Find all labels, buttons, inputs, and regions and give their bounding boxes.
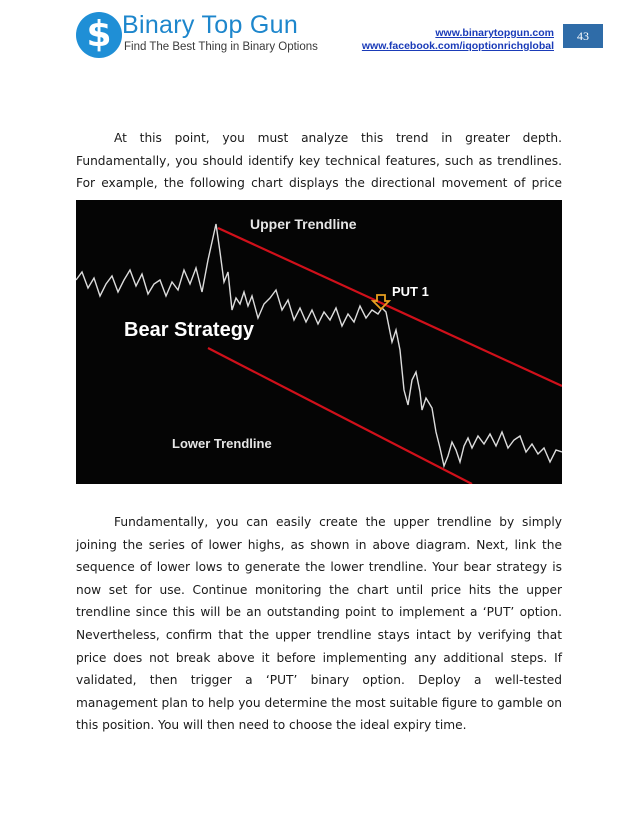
put-label: PUT 1 [392,284,429,299]
dollar-icon: $ [76,12,122,58]
brand-tagline: Find The Best Thing in Binary Options [124,41,318,53]
paragraph-intro-text: At this point, you must analyze this trend in greater depth. Fundamentally, you should identify key technical features, such as trendlines. For example, the following chart displays the directional movement of price [76,131,562,191]
brand-name: Binary Top Gun [122,11,299,39]
trendline-chart-image [76,200,562,484]
lower-trendline-label: Lower Trendline [172,436,272,451]
header-links [362,27,554,53]
paragraph-explanation-text: Fundamentally, you can easily create the upper trendline by simply joining the series of lower highs, as shown in above diagram. Next, link the sequence of lower lows to generate the lower trendline. Your bear strategy is now set for use. Continue monitoring the chart until price hits the upper trendline since this will be an outstanding point to implement a ‘PUT’ option. Nevertheless, confirm that the upper trendline stays intact by verifying that price does not break above it before implementing any additional steps. If validated, then trigger a ‘PUT’ binary option. Deploy a well-tested management plan to help you determine the most suitable figure to gamble on this position. You will then need to choose the ideal expiry time. [76,515,562,733]
bear-strategy-label: Bear Strategy [124,319,255,341]
trendline-chart-svg [76,200,562,484]
paragraph-explanation [76,511,562,737]
lower-trendline [208,348,472,484]
brand-logo [76,10,318,60]
website-link[interactable]: www.binarytopgun.com [435,27,554,39]
facebook-link[interactable]: www.facebook.com/iqoptionrichglobal [361,40,554,52]
page-number: 43 [563,24,603,48]
price-line [76,224,562,466]
upper-trendline [218,228,562,386]
upper-trendline-label: Upper Trendline [250,216,357,232]
